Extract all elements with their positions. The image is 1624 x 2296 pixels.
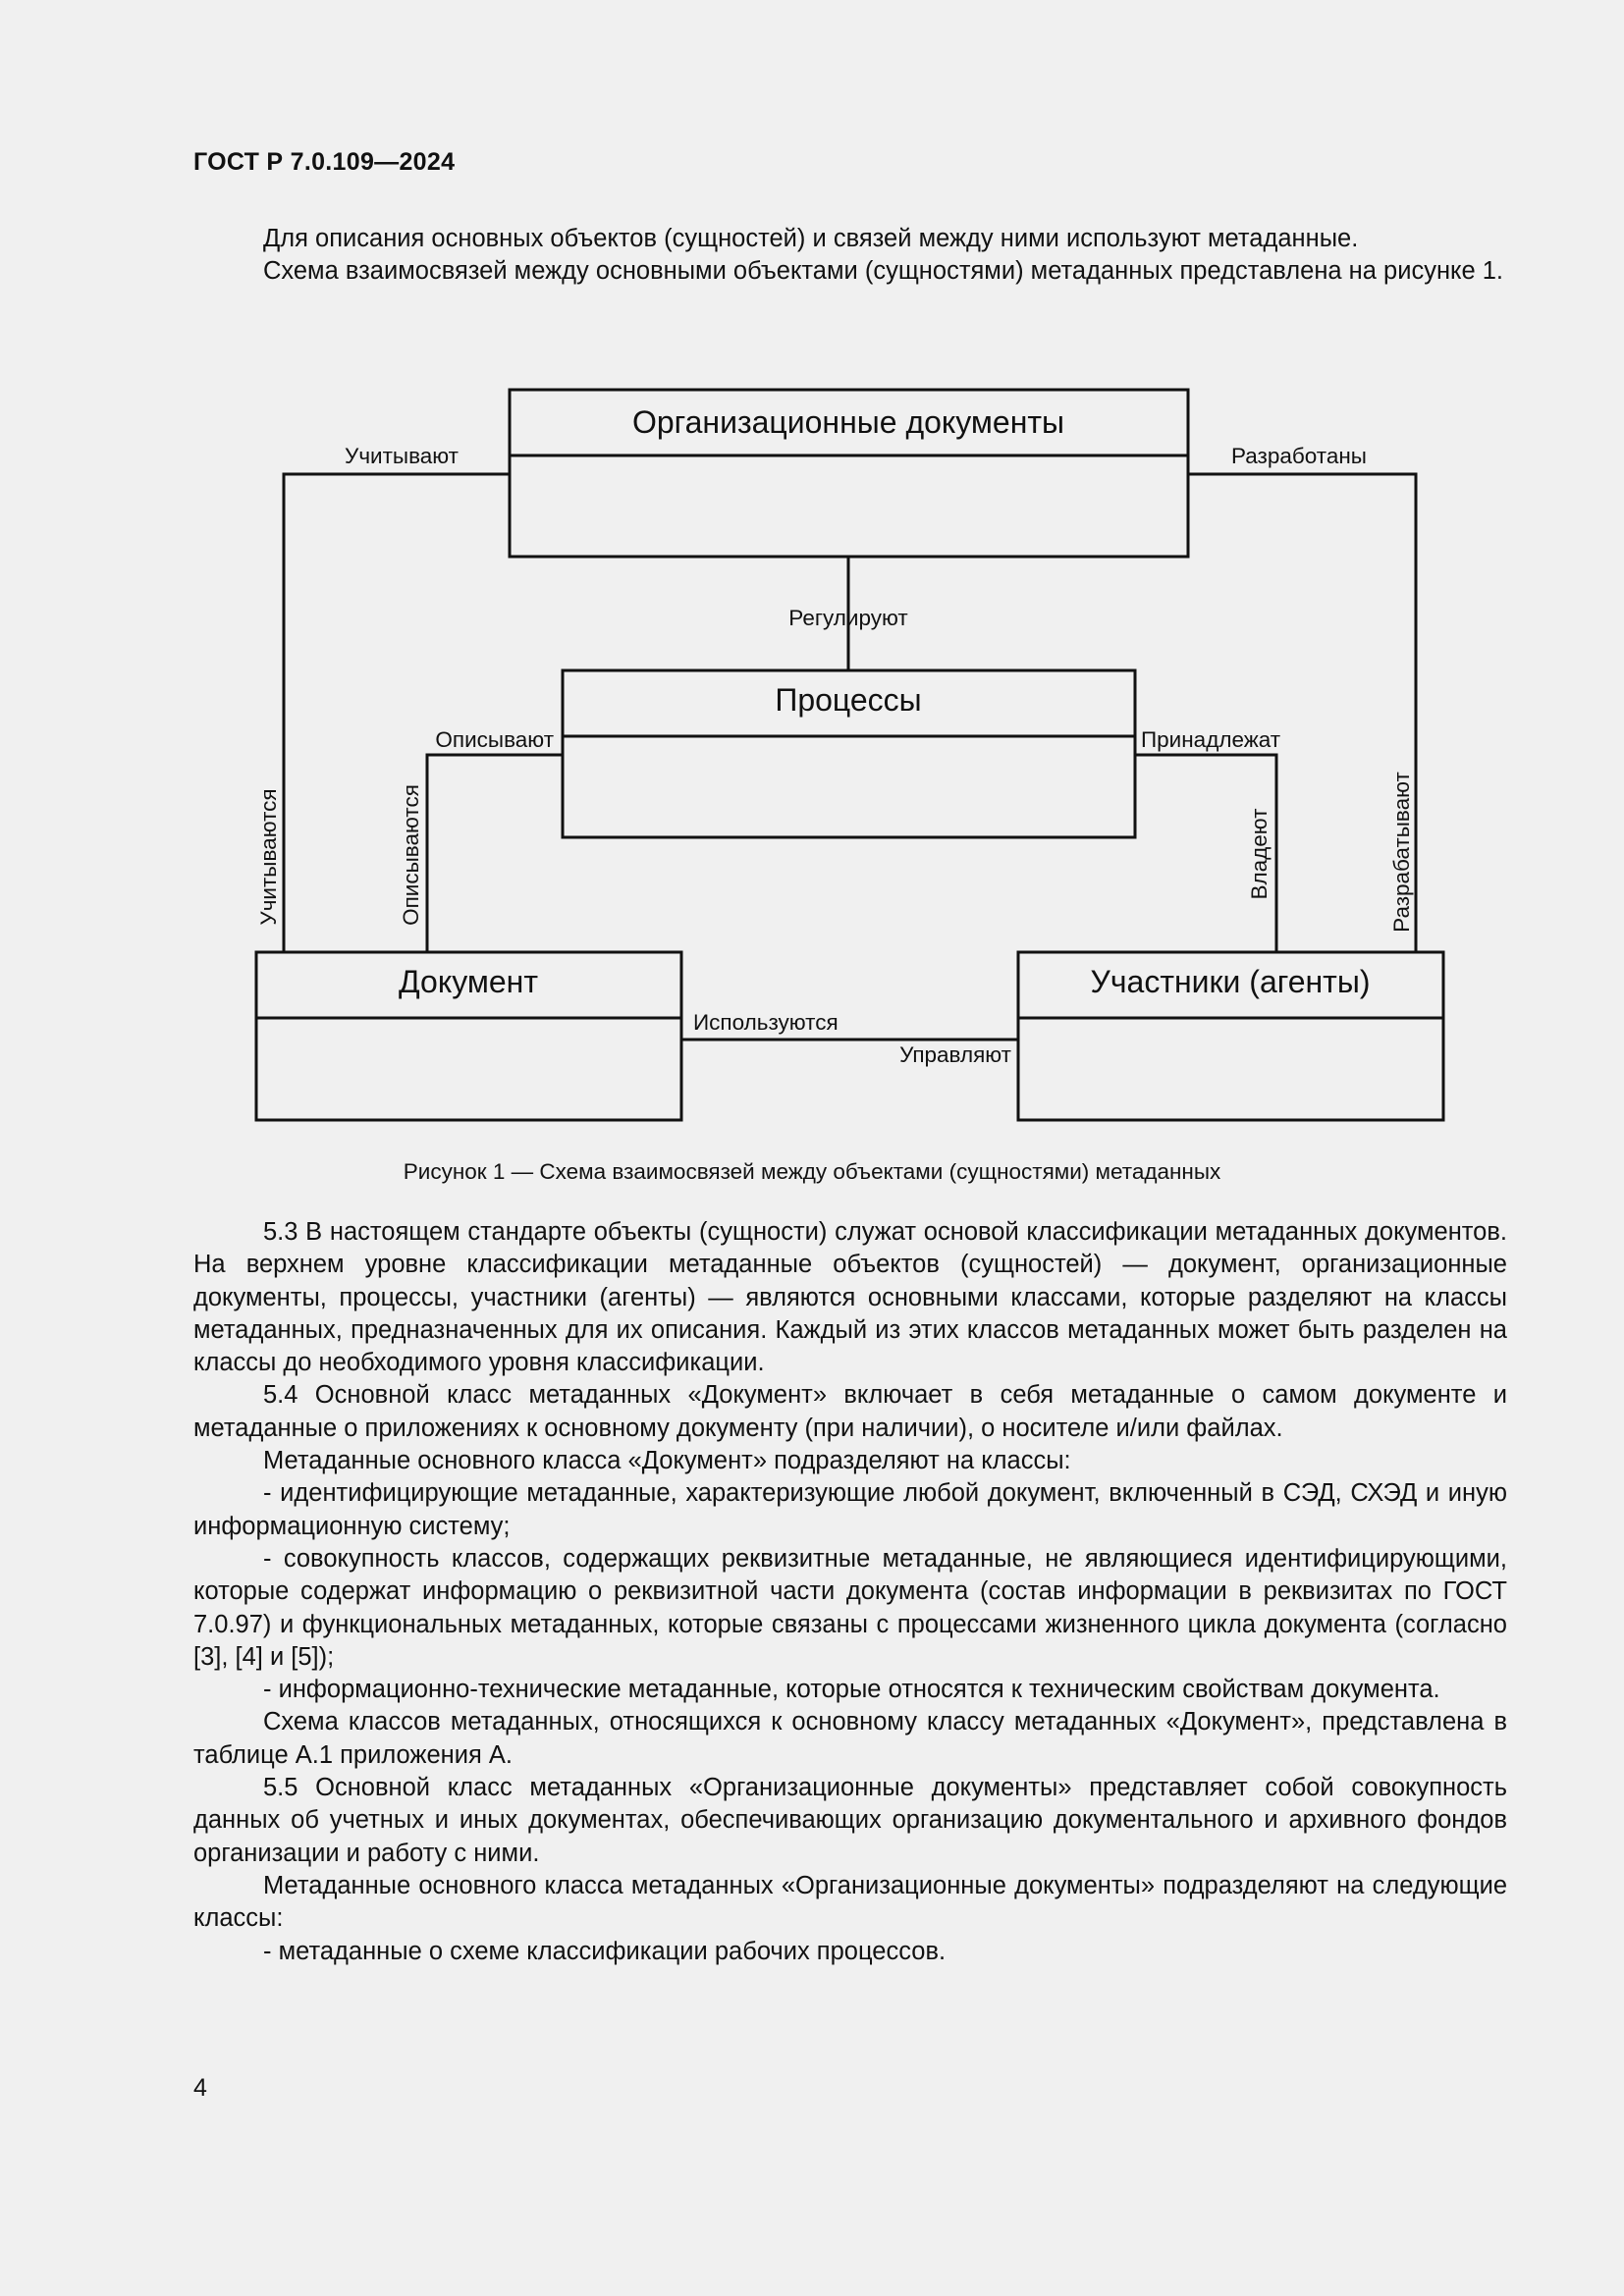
- list-item: - метаданные о схеме классификации рабочих процессов.: [263, 1937, 947, 1965]
- connector-processes-document: [427, 755, 563, 952]
- label-belong: Принадлежат: [1141, 727, 1281, 752]
- label-describe: Описывают: [435, 727, 554, 752]
- label-take-into-account: Учитывают: [345, 444, 459, 468]
- paragraph: Метаданные основного класса метаданных «Организационные документы» подразделяют на следующие классы:: [193, 1871, 1507, 1933]
- figure-caption: Рисунок 1 — Схема взаимосвязей между объектами (сущностями) метаданных: [403, 1159, 1221, 1184]
- participants-title: Участники (агенты): [1090, 964, 1371, 999]
- paragraph: 5.3 В настоящем стандарте объекты (сущности) служат основой классификации метаданных документов. На верхнем уровне классификации метаданные объектов (сущностей) — документ, организационные документы, процессы, участники (агенты) — являются основными классами, которые разделяют на классы метаданных, предназначенных для их описания. Каждый из этих классов метаданных может быть разделен на классы до необходимого уровня классификации.: [193, 1218, 1507, 1377]
- paragraph: Схема классов метаданных, относящихся к основному классу метаданных «Документ», представлена в таблице А.1 приложения А.: [193, 1708, 1507, 1769]
- label-own: Владеют: [1247, 808, 1272, 900]
- label-are-taken-into-account: Учитываются: [256, 788, 281, 926]
- label-manage: Управляют: [899, 1042, 1011, 1067]
- list-item: - совокупность классов, содержащих реквизитные метаданные, не являющиеся идентифицирующими, которые содержат информацию о реквизитной части документа (состав информации в реквизитах по ГОСТ 7.0.97) и функциональных метаданных, которые связаны с процессами жизненного цикла документа (согласно [3], [4] и [5]);: [193, 1544, 1507, 1671]
- org-docs-title: Организационные документы: [631, 404, 1065, 440]
- connector-org-docs-document: [284, 474, 510, 952]
- intro-paragraph: Схема взаимосвязей между основными объектами (сущностями) метаданных представлена на рисунке 1.: [263, 257, 1504, 286]
- label-are-used: Используются: [693, 1010, 839, 1035]
- intro-paragraph: Для описания основных объектов (сущностей) и связей между ними используют метаданные.: [263, 225, 1359, 252]
- label-regulate: Регулируют: [788, 606, 908, 630]
- page-number: 4: [193, 2074, 207, 2102]
- paragraph: 5.4 Основной класс метаданных «Документ» включает в себя метаданные о самом документе и метаданные о приложениях к основному документу (при наличии), о носителе и/или файлах.: [193, 1381, 1507, 1442]
- document-title: Документ: [399, 964, 538, 999]
- paragraph: 5.5 Основной класс метаданных «Организационные документы» представляет собой совокупность данных об учетных и иных документах, обеспечивающих организацию документального и архивного фондов организации и работу с ними.: [193, 1774, 1507, 1867]
- list-item: - информационно-технические метаданные, которые относятся к техническим свойствам документа.: [263, 1676, 1440, 1704]
- paragraph: Метаданные основного класса «Документ» подразделяют на классы:: [263, 1447, 1071, 1475]
- label-are-described: Описываются: [399, 784, 423, 926]
- label-develop: Разрабатывают: [1389, 772, 1414, 933]
- connector-org-docs-participants: [1188, 474, 1416, 952]
- body-text: [193, 1216, 1507, 1968]
- document-header: ГОСТ Р 7.0.109—2024: [193, 148, 456, 176]
- list-item: - идентифицирующие метаданные, характеризующие любой документ, включенный в СЭД, СХЭД и иную информационную систему;: [193, 1479, 1507, 1540]
- label-developed: Разработаны: [1231, 444, 1367, 468]
- processes-title: Процессы: [775, 682, 922, 718]
